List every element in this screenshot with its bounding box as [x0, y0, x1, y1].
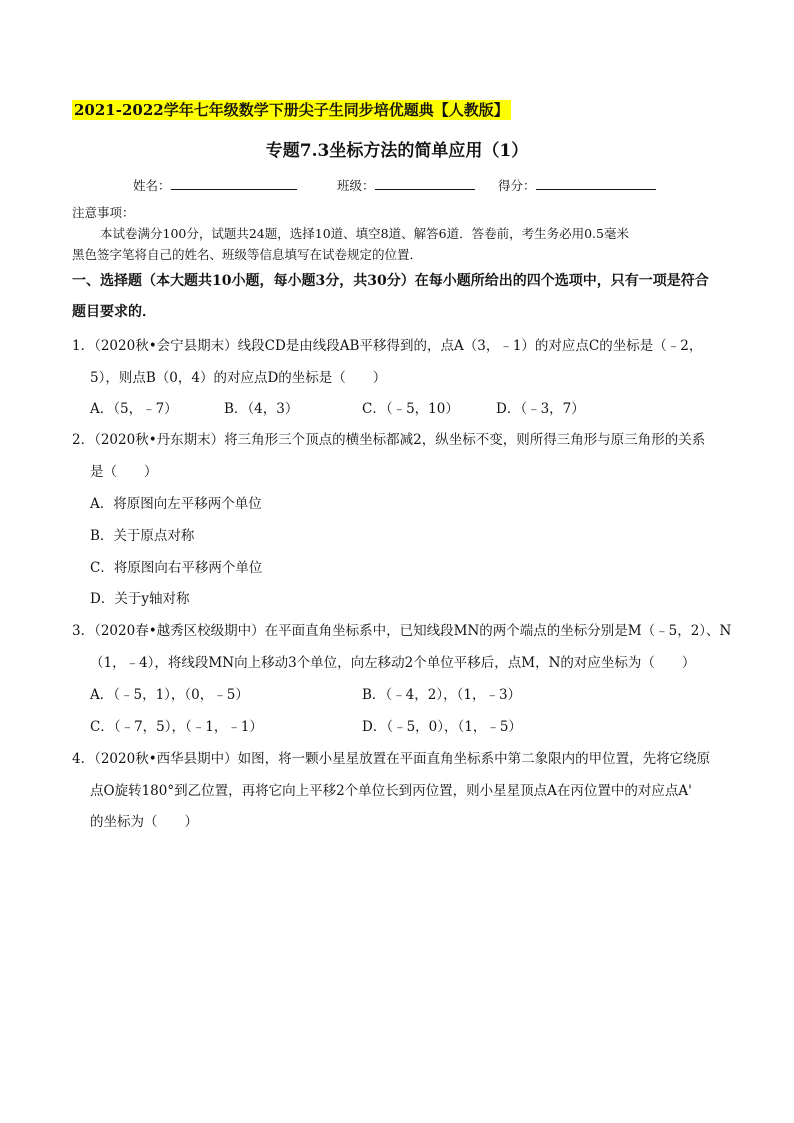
class-field: [337, 176, 475, 194]
series-title: 2021-2022学年七年级数学下册尖子生同步培优题典【人教版】: [74, 101, 509, 119]
question-1-option-d[interactable]: D．（﹣3，7）: [496, 401, 585, 417]
question-1-option-c[interactable]: C．（﹣5，10）: [362, 401, 459, 417]
page-title: 专题7.3坐标方法的简单应用（1）: [265, 141, 529, 161]
question-3-line-1: 3．（2020春•越秀区校级期中）在平面直角坐标系中，已知线段MN的两个端点的坐标分别是M（﹣5，2）、N: [72, 623, 732, 639]
question-2-option-a[interactable]: A．将原图向左平移两个单位: [90, 496, 262, 512]
notes-line-1: 本试卷满分100分，试题共24题，选择10道、填空8道、解答6道．答卷前，考生务必用0.5毫米: [100, 226, 629, 241]
name-blank: [171, 177, 297, 190]
question-2-option-b[interactable]: B．关于原点对称: [90, 528, 195, 544]
score-blank: [536, 177, 656, 190]
name-field: [133, 176, 297, 194]
section-heading-line-1: 一、选择题（本大题共10小题，每小题3分，共30分）在每小题所给出的四个选项中，只有一项是符合: [72, 273, 709, 289]
score-label: 得分：: [498, 178, 536, 193]
question-2-line-1: 2．（2020秋•丹东期末）将三角形三个顶点的横坐标都减2，纵坐标不变，则所得三角形与原三角形的关系: [72, 432, 706, 448]
question-3-option-c[interactable]: C．（﹣7，5），（﹣1，﹣1）: [90, 719, 263, 735]
section-heading-line-2: 题目要求的．: [72, 304, 156, 320]
question-2-option-d[interactable]: D．关于y轴对称: [90, 591, 190, 607]
score-field: [498, 176, 656, 194]
class-label: 班级：: [337, 178, 375, 193]
question-1-option-b[interactable]: B．（4，3）: [224, 401, 299, 417]
class-blank: [375, 177, 475, 190]
question-3-option-b[interactable]: B．（﹣4，2），（1，﹣3）: [362, 687, 522, 703]
question-3-option-a[interactable]: A．（﹣5，1），（0，﹣5）: [90, 687, 249, 703]
question-4-line-1: 4．（2020秋•西华县期中）如图，将一颗小星星放置在平面直角坐标系中第二象限内的甲位置，先将它绕原: [72, 751, 711, 767]
question-2-option-c[interactable]: C．将原图向右平移两个单位: [90, 560, 263, 576]
notes-heading: 注意事项：: [72, 205, 135, 220]
name-label: 姓名：: [133, 178, 171, 193]
question-1-option-a[interactable]: A．（5，﹣7）: [90, 401, 178, 417]
question-4-line-2: 点O旋转180°到乙位置，再将它向上平移2个单位长到丙位置，则小星星顶点A在丙位置中的对应点A': [90, 783, 692, 799]
question-1-line-1: 1．（2020秋•会宁县期末）线段CD是由线段AB平移得到的，点A（3，﹣1）的对应点C的坐标是（﹣2，: [72, 338, 703, 354]
question-1-line-2: 5），则点B（0，4）的对应点D的坐标是（ ）: [90, 370, 387, 386]
question-2-line-2: 是（ ）: [90, 464, 158, 480]
question-3-line-2: （1，﹣4），将线段MN向上移动3个单位，向左移动2个单位平移后，点M，N的对应坐标为（ ）: [90, 655, 696, 671]
notes-line-2: 黑色签字笔将自己的姓名、班级等信息填写在试卷规定的位置．: [72, 247, 423, 262]
question-3-option-d[interactable]: D．（﹣5，0），（1，﹣5）: [362, 719, 522, 735]
question-4-line-3: 的坐标为（ ）: [90, 814, 198, 830]
